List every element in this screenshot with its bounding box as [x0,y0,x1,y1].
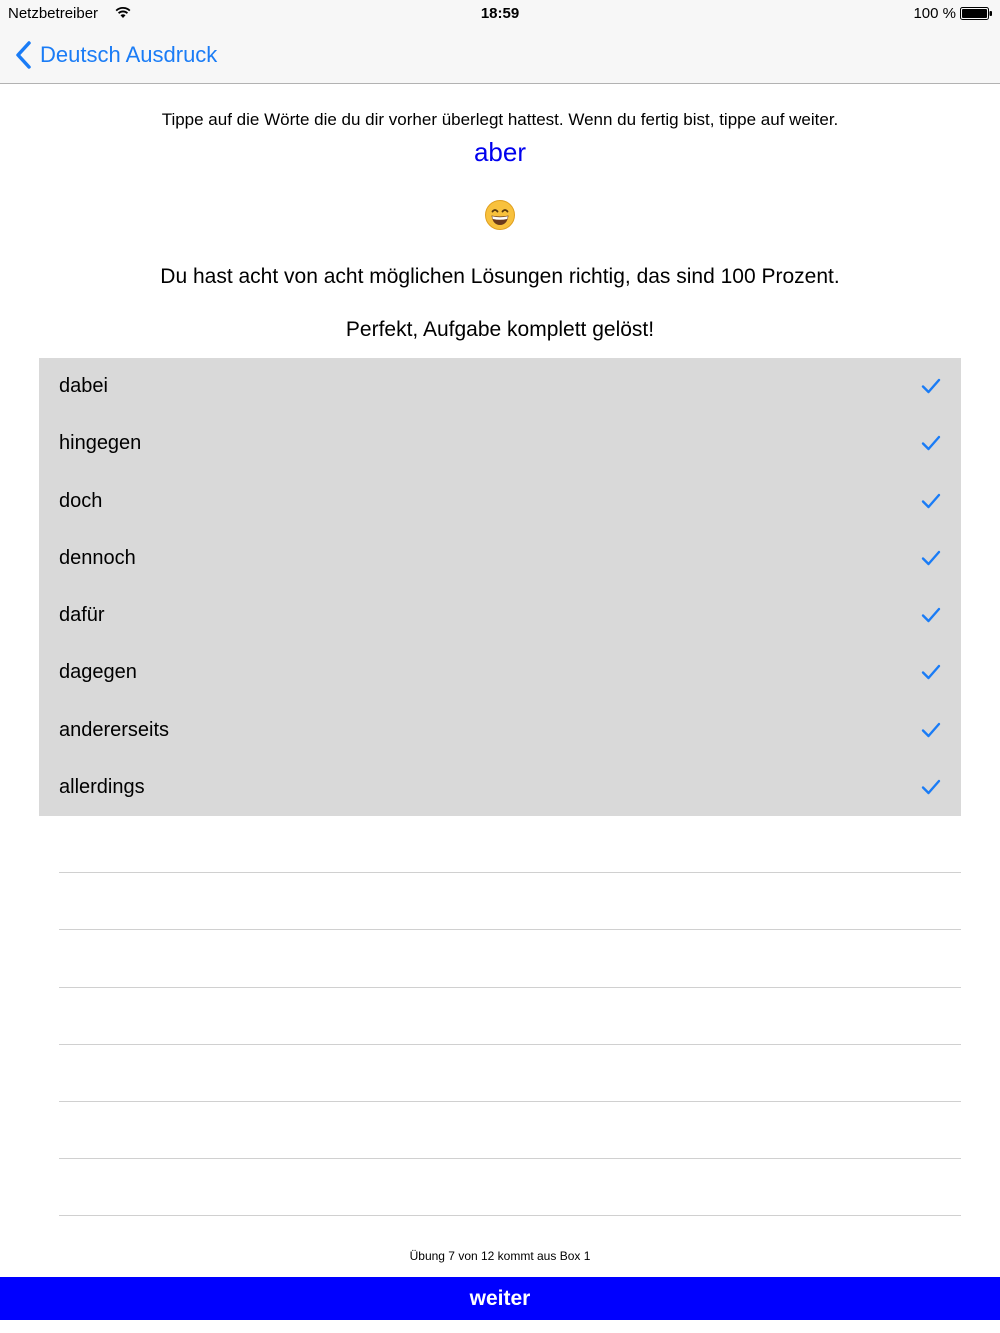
answer-row[interactable] [39,587,961,644]
empty-row [59,816,961,873]
answer-label: doch [59,489,103,512]
clock: 18:59 [480,5,520,22]
next-button-label: weiter [469,1286,531,1310]
status-bar [0,0,1000,28]
checkmark-icon [921,377,941,395]
checkmark-icon [921,778,941,796]
checkmark-icon [921,549,941,567]
answer-row[interactable] [39,644,961,701]
answer-label: dafür [59,604,105,626]
exercise-progress-text: Übung 7 von 12 kommt aus Box 1 [409,1249,591,1263]
result-summary: Du hast acht von acht möglichen Lösungen richtig, das sind 100 Prozent. [160,265,840,288]
instruction-text: Tippe auf die Wörte die du dir vorher überlegt hattest. Wenn du fertig bist, tippe auf weiter. [161,110,839,129]
grinning-face-icon [484,199,516,231]
answer-label: andererseits [59,718,170,741]
answer-row[interactable] [39,530,961,587]
checkmark-icon [921,434,941,452]
answer-label: hingegen [59,432,142,455]
answer-row[interactable] [39,358,961,415]
checkmark-icon [921,721,941,739]
navigation-bar [0,28,1000,84]
empty-row [59,930,961,987]
back-button-label: Deutsch Ausdruck [40,42,218,67]
checkmark-icon [921,606,941,624]
answer-label: dagegen [59,661,137,684]
checkmark-icon [921,492,941,510]
result-message: Perfekt, Aufgabe komplett gelöst! [345,318,655,341]
answer-row[interactable] [39,473,961,530]
keyword-title: aber [473,137,527,167]
checkmark-icon [921,663,941,681]
empty-row [59,1159,961,1216]
empty-row [59,988,961,1045]
empty-answer-slots [0,816,1000,1216]
answer-label: dennoch [59,546,136,569]
empty-row [59,1102,961,1159]
battery-icon [960,7,993,20]
answer-label: allerdings [59,775,145,798]
next-button[interactable] [0,1277,1000,1320]
carrier-label: Netzbetreiber [8,5,99,22]
answer-list [39,358,961,816]
back-button[interactable] [14,39,217,71]
empty-row [59,873,961,930]
chevron-left-icon [14,40,34,70]
answer-label: dabei [59,375,108,397]
answer-row[interactable] [39,702,961,759]
battery-percentage: 100 % [913,5,956,22]
answer-row[interactable] [39,759,961,816]
answer-row[interactable] [39,415,961,472]
empty-row [59,1045,961,1102]
